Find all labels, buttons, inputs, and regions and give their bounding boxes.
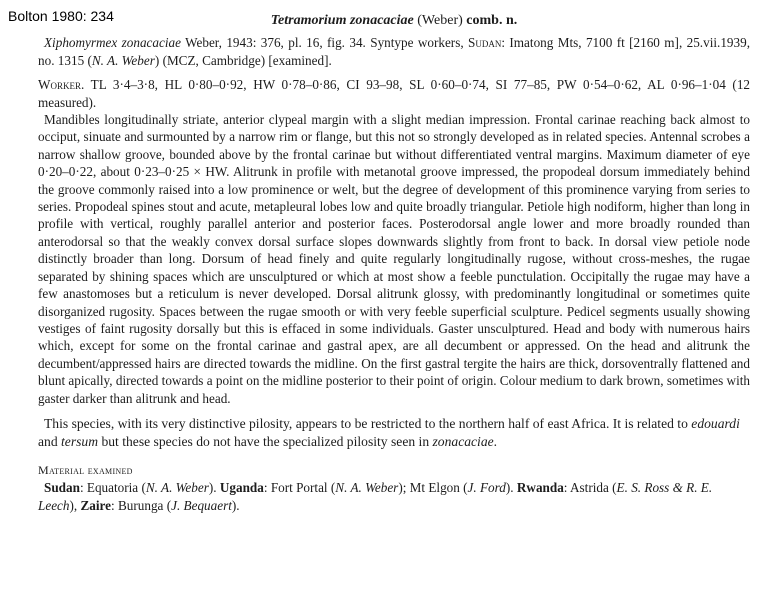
worker-heading: Worker. xyxy=(38,77,85,93)
original-reference: Weber, 1943: 376, pl. 16, fig. 34. Syntype workers, xyxy=(185,35,464,51)
related-species-1: edouardi xyxy=(691,415,740,431)
species-author: (Weber) xyxy=(417,13,463,28)
material-close: ). xyxy=(231,497,240,513)
discussion-and: and xyxy=(38,434,62,450)
species-account xyxy=(38,12,750,514)
discussion-end: . xyxy=(493,434,498,450)
material-country: Sudan xyxy=(44,480,80,496)
type-country: Sudan xyxy=(468,35,502,51)
type-collector: N. A. Weber xyxy=(91,52,155,68)
material-close: ), xyxy=(69,497,81,513)
measurements-text: TL 3·4–3·8, HL 0·80–0·92, HW 0·78–0·86, CI 93–98, SL 0·60–0·74, SI 77–85, PW 0·54–0·62, AL 0·96–1·04 (12 measured). xyxy=(38,77,751,110)
material-collector: E. S. Ross & R. E. Leech xyxy=(38,480,713,513)
original-combination: Xiphomyrmex zonacaciae xyxy=(44,35,181,51)
material-close: ). xyxy=(505,480,517,496)
discussion-part1: This species, with its very distinctive pilosity, appears to be restricted to the northern half of east Africa. It is related to xyxy=(44,415,692,431)
material-list xyxy=(38,479,750,514)
material-collector: J. Ford xyxy=(467,480,506,496)
nomenclature-status: comb. n. xyxy=(466,13,518,28)
material-country: Rwanda xyxy=(516,480,564,496)
related-species-2: tersum xyxy=(61,434,99,450)
material-collector: N. A. Weber xyxy=(335,480,399,496)
worker-description: Mandibles longitudinally striate, anterior clypeal margin with a slight median impression. Frontal carinae reaching back almost to occiput, sinuate and surmounted by a narrow rim or flange, but this not so strongly developed as in related species. Antennal scrobes a narrow shallow groove, bounded above by the frontal carinae but without differentiated ventral margins. Maximum diameter of eye 0·20–0·22, about 0·23–0·25 × HW. Alitrunk in profile with metanotal groove impressed, the propodeal dorsum immediately behind the groove commonly raised into a low prominence or welt, but the degree of development of this prominence varying from series to series. Propodeal spines stout and acute, metapleural lobes low and quite broadly triangular. Petiole high nodiform, higher than long in profile with vertical, roughly parallel anterior and posterior faces. Posterodorsal angle lower and more broadly rounded than anterodorsal so that the weakly convex dorsal surface slopes downwards slightly from front to back. In dorsal view petiole node distinctly broader than long. Dorsum of head finely and quite regularly longitudinally rugose, without cross-meshes, the rugae separated by shining spaces which are unsculptured or which at most show a feeble punctulation. Occipitally the rugae may have a few anastomoses but a reticulum is never developed. Dorsal alitrunk glossy, with predominantly longitudinal or sometimes quite disorganized rugosity. Spaces between the rugae smooth or with very feeble superficial sculpture. Pedicel segments usually showing vestiges of faint rugosity dorsally but this is effaced in some individuals. Gaster unsculptured. Head and body with numerous hairs which, except for some on the frontal carinae and gastral apex, are all decumbent or appressed. On the head and alitrunk the decumbent/appressed hairs are directed towards the midline. On the first gastral tergite the hairs are thick, dorsoventrally flattened and blunt apically, directed towards a point on the midline posterior to their point of origin. Colour medium to dark brown, sometimes with gaster darker than alitrunk and head. xyxy=(38,112,750,406)
material-close: ); Mt Elgon ( xyxy=(398,480,468,496)
material-text: : Burunga ( xyxy=(111,497,172,513)
material-text: : Fort Portal ( xyxy=(263,480,336,496)
type-deposit: ) (MCZ, Cambridge) [examined]. xyxy=(154,52,332,68)
material-close: ). xyxy=(208,480,220,496)
material-collector: J. Bequaert xyxy=(171,497,232,513)
material-text: : Equatoria ( xyxy=(79,480,146,496)
discussion-part2: but these species do not have the specialized pilosity seen in xyxy=(98,434,433,450)
discussion-paragraph xyxy=(38,415,750,452)
species-title xyxy=(38,12,750,29)
type-locality: : Imatong Mts, 7100 ft [2160 m], 25.vii.1939, no. 1315 ( xyxy=(38,35,750,68)
worker-measurements xyxy=(38,76,750,111)
material-text: : Astrida ( xyxy=(563,480,617,496)
material-heading: Material examined xyxy=(38,462,133,477)
synonymy-paragraph xyxy=(38,34,750,69)
species-name: Tetramorium zonacaciae xyxy=(270,13,414,28)
citation-label: Bolton 1980: 234 xyxy=(8,8,114,24)
material-country: Zaire xyxy=(80,497,112,513)
material-country: Uganda xyxy=(219,480,264,496)
species-epithet: zonacaciae xyxy=(432,434,494,450)
material-collector: N. A. Weber xyxy=(145,480,209,496)
